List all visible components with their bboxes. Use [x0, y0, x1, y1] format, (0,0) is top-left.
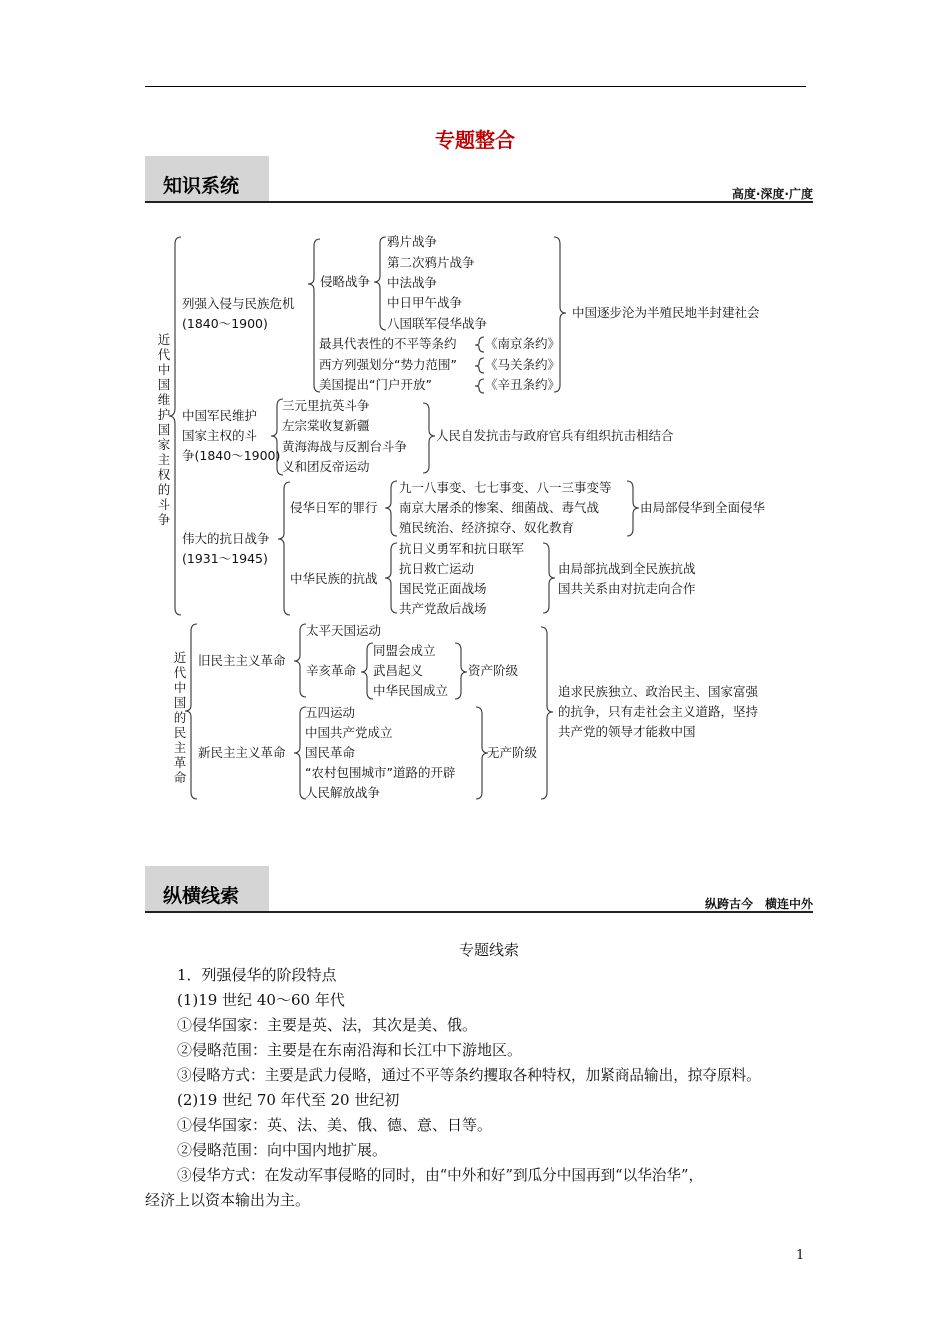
body-line: ②侵略范围：向中国内地扩展。	[177, 1141, 388, 1159]
treaty-name: 《辛丑条约》	[485, 377, 561, 392]
new-revolution-item: 人民解放战争	[305, 785, 381, 800]
treaty-row-label: 西方列强划分“势力范围”	[319, 357, 457, 372]
page-number: 1	[796, 1248, 805, 1263]
body-line: ②侵略范围：主要是在东南沿海和长江中下游地区。	[177, 1041, 523, 1059]
new-democratic-revolution-label: 新民主主义革命	[198, 745, 286, 760]
section-tagline: 高度·深度·广度	[731, 187, 813, 201]
body-line: (2)19 世纪 70 年代至 20 世纪初	[177, 1091, 400, 1109]
root-label-sovereignty: 近代中国维护国家主权的斗争	[157, 332, 171, 527]
body-line: ①侵华国家：主要是英、法，其次是美、俄。	[177, 1016, 478, 1034]
branch-struggle-line: 中国军民维护	[182, 408, 258, 423]
body-line: ③侵略方式：主要是武力侵略，通过不平等条约攫取各种特权，加紧商品输出，掠夺原料。	[177, 1067, 761, 1084]
struggle-item: 三元里抗英斗争	[282, 398, 370, 413]
treaty-name: 《南京条约》	[485, 336, 561, 351]
resistance-item: 抗日义勇军和抗日联军	[399, 541, 525, 556]
new-revolution-item: “农村包围城市”道路的开辟	[305, 765, 456, 780]
struggle-item: 黄海海战与反割台斗争	[282, 439, 408, 454]
xinhai-item: 中华民国成立	[373, 683, 449, 698]
final-conclusion-line: 共产党的领导才能救中国	[558, 724, 696, 739]
xinhai-item: 武昌起义	[373, 663, 424, 678]
crime-item: 九一八事变、七七事变、八一三事变等	[399, 480, 612, 495]
section-title-clues: 纵横线索	[163, 885, 240, 907]
branch-war-of-resistance-period: (1931～1945)	[182, 551, 268, 566]
branch-invasion-title: 列强入侵与民族危机	[182, 296, 295, 311]
resistance-item: 共产党敌后战场	[399, 601, 487, 616]
body-line: 1．列强侵华的阶段特点	[177, 966, 337, 984]
national-resistance-label: 中华民族的抗战	[290, 571, 378, 586]
crimes-result: 由局部侵华到全面侵华	[640, 500, 766, 515]
resistance-item: 国民党正面战场	[399, 581, 487, 596]
new-revolution-item: 五四运动	[305, 705, 356, 720]
war-item: 第二次鸦片战争	[387, 255, 475, 270]
war-item: 中日甲午战争	[387, 295, 463, 310]
invasion-result: 中国逐步沦为半殖民地半封建社会	[572, 305, 760, 320]
struggle-item: 义和团反帝运动	[282, 459, 370, 474]
struggle-result: 人民自发抗击与政府官兵有组织抗击相结合	[436, 428, 674, 443]
treaty-name: 《马关条约》	[485, 357, 561, 372]
bourgeoisie-label: 资产阶级	[468, 663, 519, 678]
new-revolution-item: 国民革命	[305, 745, 356, 760]
body-line: ③侵华方式：在发动军事侵略的同时，由“中外和好”到瓜分中国再到“以华治华”，	[177, 1167, 704, 1184]
branch-struggle-line: 争(1840～1900)	[182, 448, 281, 463]
struggle-item: 左宗棠收复新疆	[282, 418, 370, 433]
new-revolution-item: 中国共产党成立	[305, 725, 393, 740]
resistance-result: 由局部抗战到全民族抗战	[558, 561, 696, 576]
clues-heading: 专题线索	[459, 941, 520, 959]
taiping-movement: 太平天国运动	[306, 623, 382, 638]
branch-invasion-period: (1840～1900)	[182, 316, 268, 331]
body-line: ①侵华国家：英、法、美、俄、德、意、日等。	[177, 1116, 493, 1134]
xinhai-item: 同盟会成立	[373, 643, 436, 658]
war-item: 鸦片战争	[387, 234, 438, 249]
crime-item: 南京大屠杀的惨案、细菌战、毒气战	[399, 500, 600, 515]
root-label-democratic-revolution: 近代中国的民主革命	[173, 650, 187, 785]
resistance-item: 抗日救亡运动	[399, 561, 475, 576]
body-line: 经济上以资本输出为主。	[145, 1191, 311, 1209]
xinhai-revolution: 辛亥革命	[306, 663, 357, 678]
branch-war-of-resistance-title: 伟大的抗日战争	[182, 531, 270, 546]
war-item: 八国联军侵华战争	[387, 316, 488, 331]
body-line: (1)19 世纪 40～60 年代	[177, 991, 345, 1009]
resistance-result: 国共关系由对抗走向合作	[558, 581, 696, 596]
section-tagline: 纵跨古今 横连中外	[704, 897, 813, 911]
crime-item: 殖民统治、经济掠夺、奴化教育	[399, 520, 575, 535]
old-democratic-revolution-label: 旧民主主义革命	[198, 653, 286, 668]
section-title-knowledge: 知识系统	[163, 175, 240, 197]
treaty-row-label: 最具代表性的不平等条约	[319, 336, 457, 351]
invasion-wars-label: 侵略战争	[320, 274, 371, 289]
treaty-row-label: 美国提出“门户开放”	[319, 377, 432, 392]
final-conclusion-line: 的抗争，只有走社会主义道路，坚持	[558, 704, 759, 719]
final-conclusion-line: 追求民族独立、政治民主、国家富强	[558, 684, 759, 699]
page-title: 专题整合	[435, 128, 515, 152]
war-item: 中法战争	[387, 275, 438, 290]
japanese-crimes-label: 侵华日军的罪行	[290, 500, 378, 515]
branch-struggle-line: 国家主权的斗	[182, 428, 258, 443]
proletariat-label: 无产阶级	[487, 745, 538, 760]
